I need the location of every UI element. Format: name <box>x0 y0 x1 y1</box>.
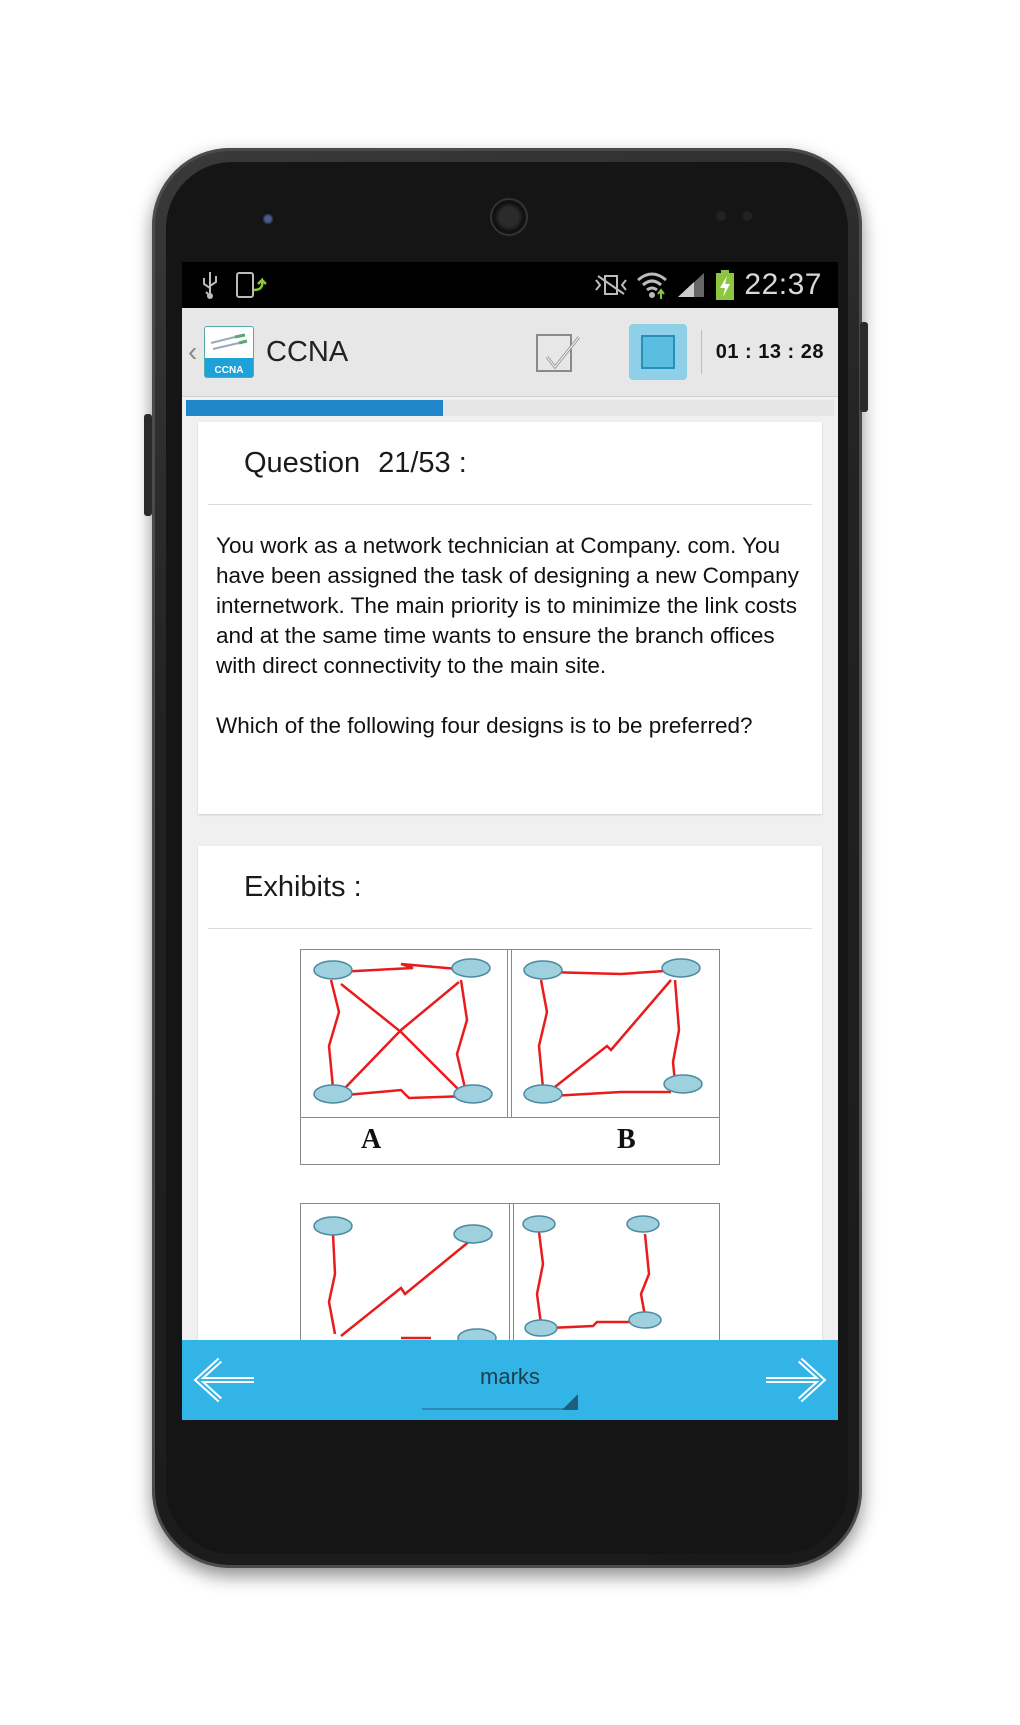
question-text <box>198 505 822 759</box>
status-bar <box>182 262 838 308</box>
exhibit-ab[interactable] <box>300 949 720 1165</box>
status-time: 22:37 <box>744 268 822 301</box>
back-chevron-icon[interactable]: ‹ <box>188 336 198 367</box>
question-progress-bar <box>186 400 834 416</box>
exhibits-card <box>198 846 822 1406</box>
exhibits-header <box>208 846 812 929</box>
wifi-icon <box>636 270 668 300</box>
exam-timer: 01 : 13 : 28 <box>715 340 824 363</box>
signal-icon <box>676 271 706 299</box>
network-diagram-c <box>301 1204 511 1344</box>
light-sensor <box>742 211 752 221</box>
app-logo[interactable] <box>204 326 254 378</box>
app-screen <box>182 262 838 1420</box>
network-diagram-a <box>301 950 509 1118</box>
progress-fill <box>186 400 443 416</box>
next-question-arrow-icon[interactable] <box>762 1354 828 1406</box>
front-camera <box>261 212 275 226</box>
exhibit-caption-b: B <box>617 1124 636 1155</box>
network-diagram-d <box>513 1204 719 1344</box>
action-bar <box>182 308 838 397</box>
question-label: Question <box>244 446 361 479</box>
question-card <box>198 422 822 814</box>
exhibit-caption-a: A <box>361 1124 382 1155</box>
router-icon <box>314 1217 496 1344</box>
exhibit-divider <box>507 950 508 1118</box>
checkbox-check-icon <box>533 327 583 377</box>
exhibit-caption-row <box>301 1117 719 1164</box>
question-paragraph: You work as a network technician at Company. com. You have been assigned the task of designing a new Company internetwork. The main priority is to minimize the link costs and at the same time wants to ensure the branch offices with direct connectivity to the main site. <box>216 533 799 678</box>
power-button <box>860 322 868 412</box>
earpiece-speaker <box>490 198 528 236</box>
vibrate-icon <box>594 272 628 298</box>
question-counter: 21/53 : <box>378 446 467 479</box>
router-icon <box>523 1216 661 1336</box>
network-diagram-b <box>511 950 719 1118</box>
marks-dropdown-label[interactable]: marks <box>480 1364 540 1389</box>
screenshot-sync-icon <box>234 270 268 300</box>
logo-text: CCNA <box>214 365 244 376</box>
router-icon <box>314 959 492 1103</box>
exhibit-divider <box>511 950 512 1118</box>
stop-square-icon <box>641 335 675 369</box>
cable-logo-icon <box>205 329 253 359</box>
usb-icon <box>200 270 220 300</box>
question-header <box>208 422 812 505</box>
volume-button <box>144 414 152 516</box>
check-answer-button[interactable] <box>531 325 585 379</box>
marks-dropdown-underline <box>422 1408 574 1410</box>
question-prompt: Which of the following four designs is to be preferred? <box>216 713 753 738</box>
app-title: CCNA <box>266 335 349 368</box>
bottom-navigation-bar <box>182 1340 838 1420</box>
proximity-sensor <box>716 211 726 221</box>
action-divider <box>701 330 702 374</box>
battery-charging-icon <box>714 269 736 301</box>
exhibits-title: Exhibits : <box>244 870 362 903</box>
dropdown-corner-icon <box>562 1394 578 1410</box>
exhibit-images[interactable] <box>198 929 822 1399</box>
stop-exam-button[interactable] <box>629 324 687 380</box>
